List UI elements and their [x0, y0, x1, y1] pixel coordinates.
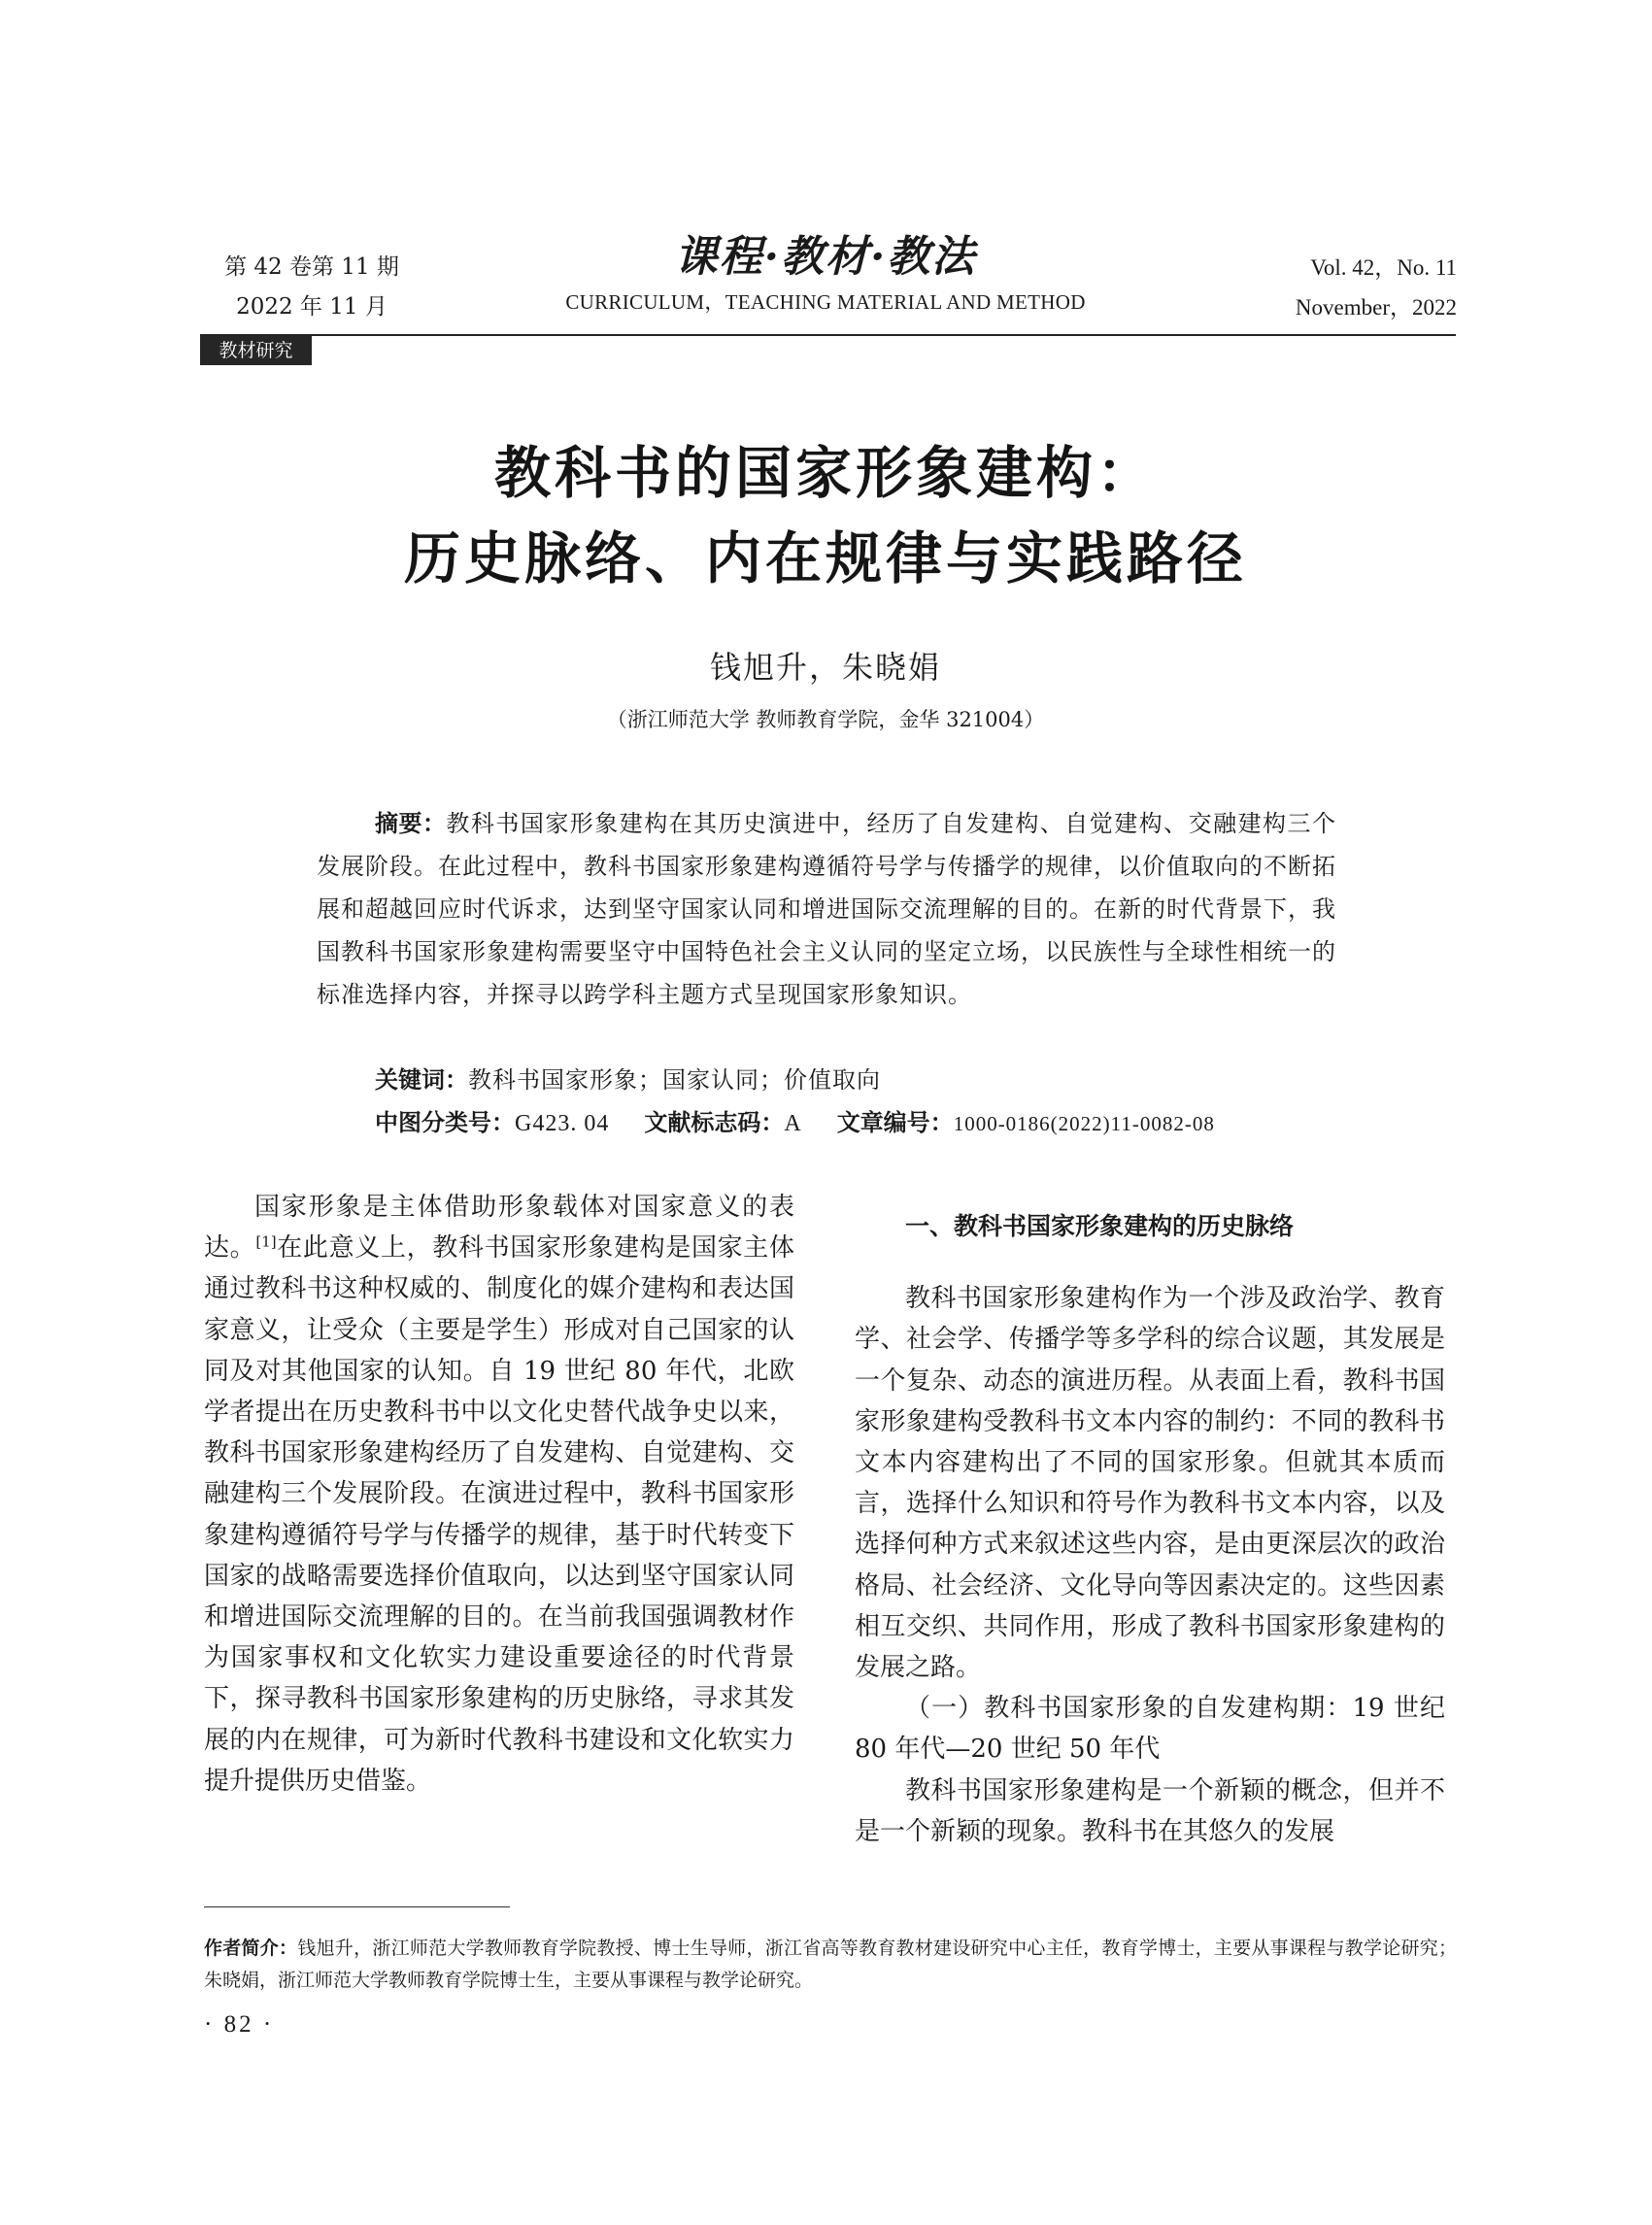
body-text: 在此意义上，教科书国家形象建构是国家主体通过教科书这种权威的、制度化的媒介建构和表达国家意义，让受众（主要是学生）形成对自己国家的认同及对其他国家的认知。自 19 世纪 80 年代，北欧学者提出在历史教科书中以文化史替代战争史以来，教科书国家形象建构经历了自发建构、自觉建构、交融建构三个发展阶段。在演进过程中，教科书国家形象建构遵循符号学与传播学的规律，基于时代转变下国家的战略需要选择价值取向，以达到坚守国家认同和增进国际交流理解的目的。在当前我国强调教材作为国家事权和文化软实力建设重要途径的时代背景下，探寻教科书国家形象建构的历史脉络，寻求其发展的内在规律，可为新时代教科书建设和文化软实力提升提供历史借鉴。 — [204, 1233, 794, 1796]
article-authors: 钱旭升，朱晓娟 — [709, 649, 941, 686]
journal-masthead — [466, 227, 1185, 317]
article-no-label: 文章编号： — [836, 1109, 954, 1136]
body-paragraph: 教科书国家形象建构是一个新颖的概念，但并不是一个新颖的现象。教科书在其悠久的发展 — [855, 1775, 1445, 1846]
abstract-label: 摘要： — [375, 810, 447, 837]
citation-ref[interactable]: [1] — [255, 1232, 277, 1251]
article-title-line2: 历史脉络、内在规律与实践路径 — [403, 525, 1247, 591]
footnote-label: 作者简介： — [204, 1938, 298, 1959]
body-text: 国家形象是主体借助形象载体对国家意义的表达。 — [204, 1193, 794, 1264]
journal-title-en: CURRICULUM，TEACHING MATERIAL AND METHOD — [565, 290, 1086, 314]
body-column-right — [855, 1187, 1445, 1852]
author-affiliation: （浙江师范大学 教师教育学院，金华 321004） — [606, 708, 1045, 731]
issue-info-cn — [219, 248, 404, 327]
footnote-text: 钱旭升，浙江师范大学教师教育学院教授、博士生导师，浙江省高等教育教材建设研究中心主任，教育学博士，主要从事课程与教学论研究；朱晓娟，浙江师范大学教师教育学院博士生，主要从事课程与教学论研究。 — [204, 1938, 1457, 1991]
class-value: G423. 04 — [515, 1111, 610, 1136]
issue-date-cn: 2022 年 11 月 — [236, 294, 388, 320]
article-title — [194, 430, 1457, 601]
issue-volume-cn: 第 42 卷第 11 期 — [224, 254, 399, 280]
section-tag: 教材研究 — [200, 336, 312, 365]
classification-line — [375, 1101, 1346, 1145]
issue-info-en — [1253, 248, 1457, 327]
section-heading: 一、教科书国家形象建构的历史脉络 — [905, 1212, 1295, 1240]
body-column-left — [204, 1187, 794, 1802]
class-label: 中图分类号： — [375, 1109, 515, 1136]
keywords-text: 教科书国家形象；国家认同；价值取向 — [468, 1066, 881, 1094]
keywords — [375, 1059, 1346, 1101]
issue-date-en: November，2022 — [1295, 295, 1457, 320]
journal-title-cn: 课程·教材·教法 — [674, 232, 977, 282]
body-paragraph — [204, 1187, 794, 1802]
article-no-value: 1000-0186(2022)11-0082-08 — [953, 1112, 1215, 1135]
author-footnote — [204, 1933, 1457, 1997]
header-rule — [200, 334, 1456, 336]
abstract-text: 教科书国家形象建构在其历史演进中，经历了自发建构、自觉建构、交融建构三个发展阶段。在此过程中，教科书国家形象建构遵循符号学与传播学的规律，以价值取向的不断拓展和超越回应时代诉求，达到坚守国家认同和增进国际交流理解的目的。在新的时代背景下，我国教科书国家形象建构需要坚守中国特色社会主义认同的坚定立场，以民族性与全球性相统一的标准选择内容，并探寻以跨学科主题方式呈现国家形象知识。 — [317, 810, 1336, 1008]
doc-code-label: 文献标志码： — [644, 1109, 785, 1136]
issue-volume-en: Vol. 42，No. 11 — [1310, 255, 1457, 280]
keywords-label: 关键词： — [375, 1066, 468, 1094]
article-title-line1: 教科书的国家形象建构： — [493, 440, 1157, 506]
body-paragraph: 教科书国家形象建构作为一个涉及政治学、教育学、社会学、传播学等多学科的综合议题，其发展是一个复杂、动态的演进历程。从表面上看，教科书国家形象建构受教科书文本内容的制约：不同的教科书文本内容建构出了不同的国家形象。但就其本质而言，选择什么知识和符号作为教科书文本内容，以及选择何种方式来叙述这些内容，是由更深层次的政治格局、社会经济、文化导向等因素决定的。这些因素相互交织、共同作用，形成了教科书国家形象建构的发展之路。 — [855, 1284, 1445, 1683]
abstract — [317, 802, 1336, 1016]
footnote-rule — [204, 1906, 510, 1907]
page-number: · 82 · — [204, 2011, 275, 2038]
doc-code-value: A — [784, 1111, 802, 1136]
subsection-heading: （一）教科书国家形象的自发建构期：19 世纪 80 年代—20 世纪 50 年代 — [855, 1694, 1445, 1765]
